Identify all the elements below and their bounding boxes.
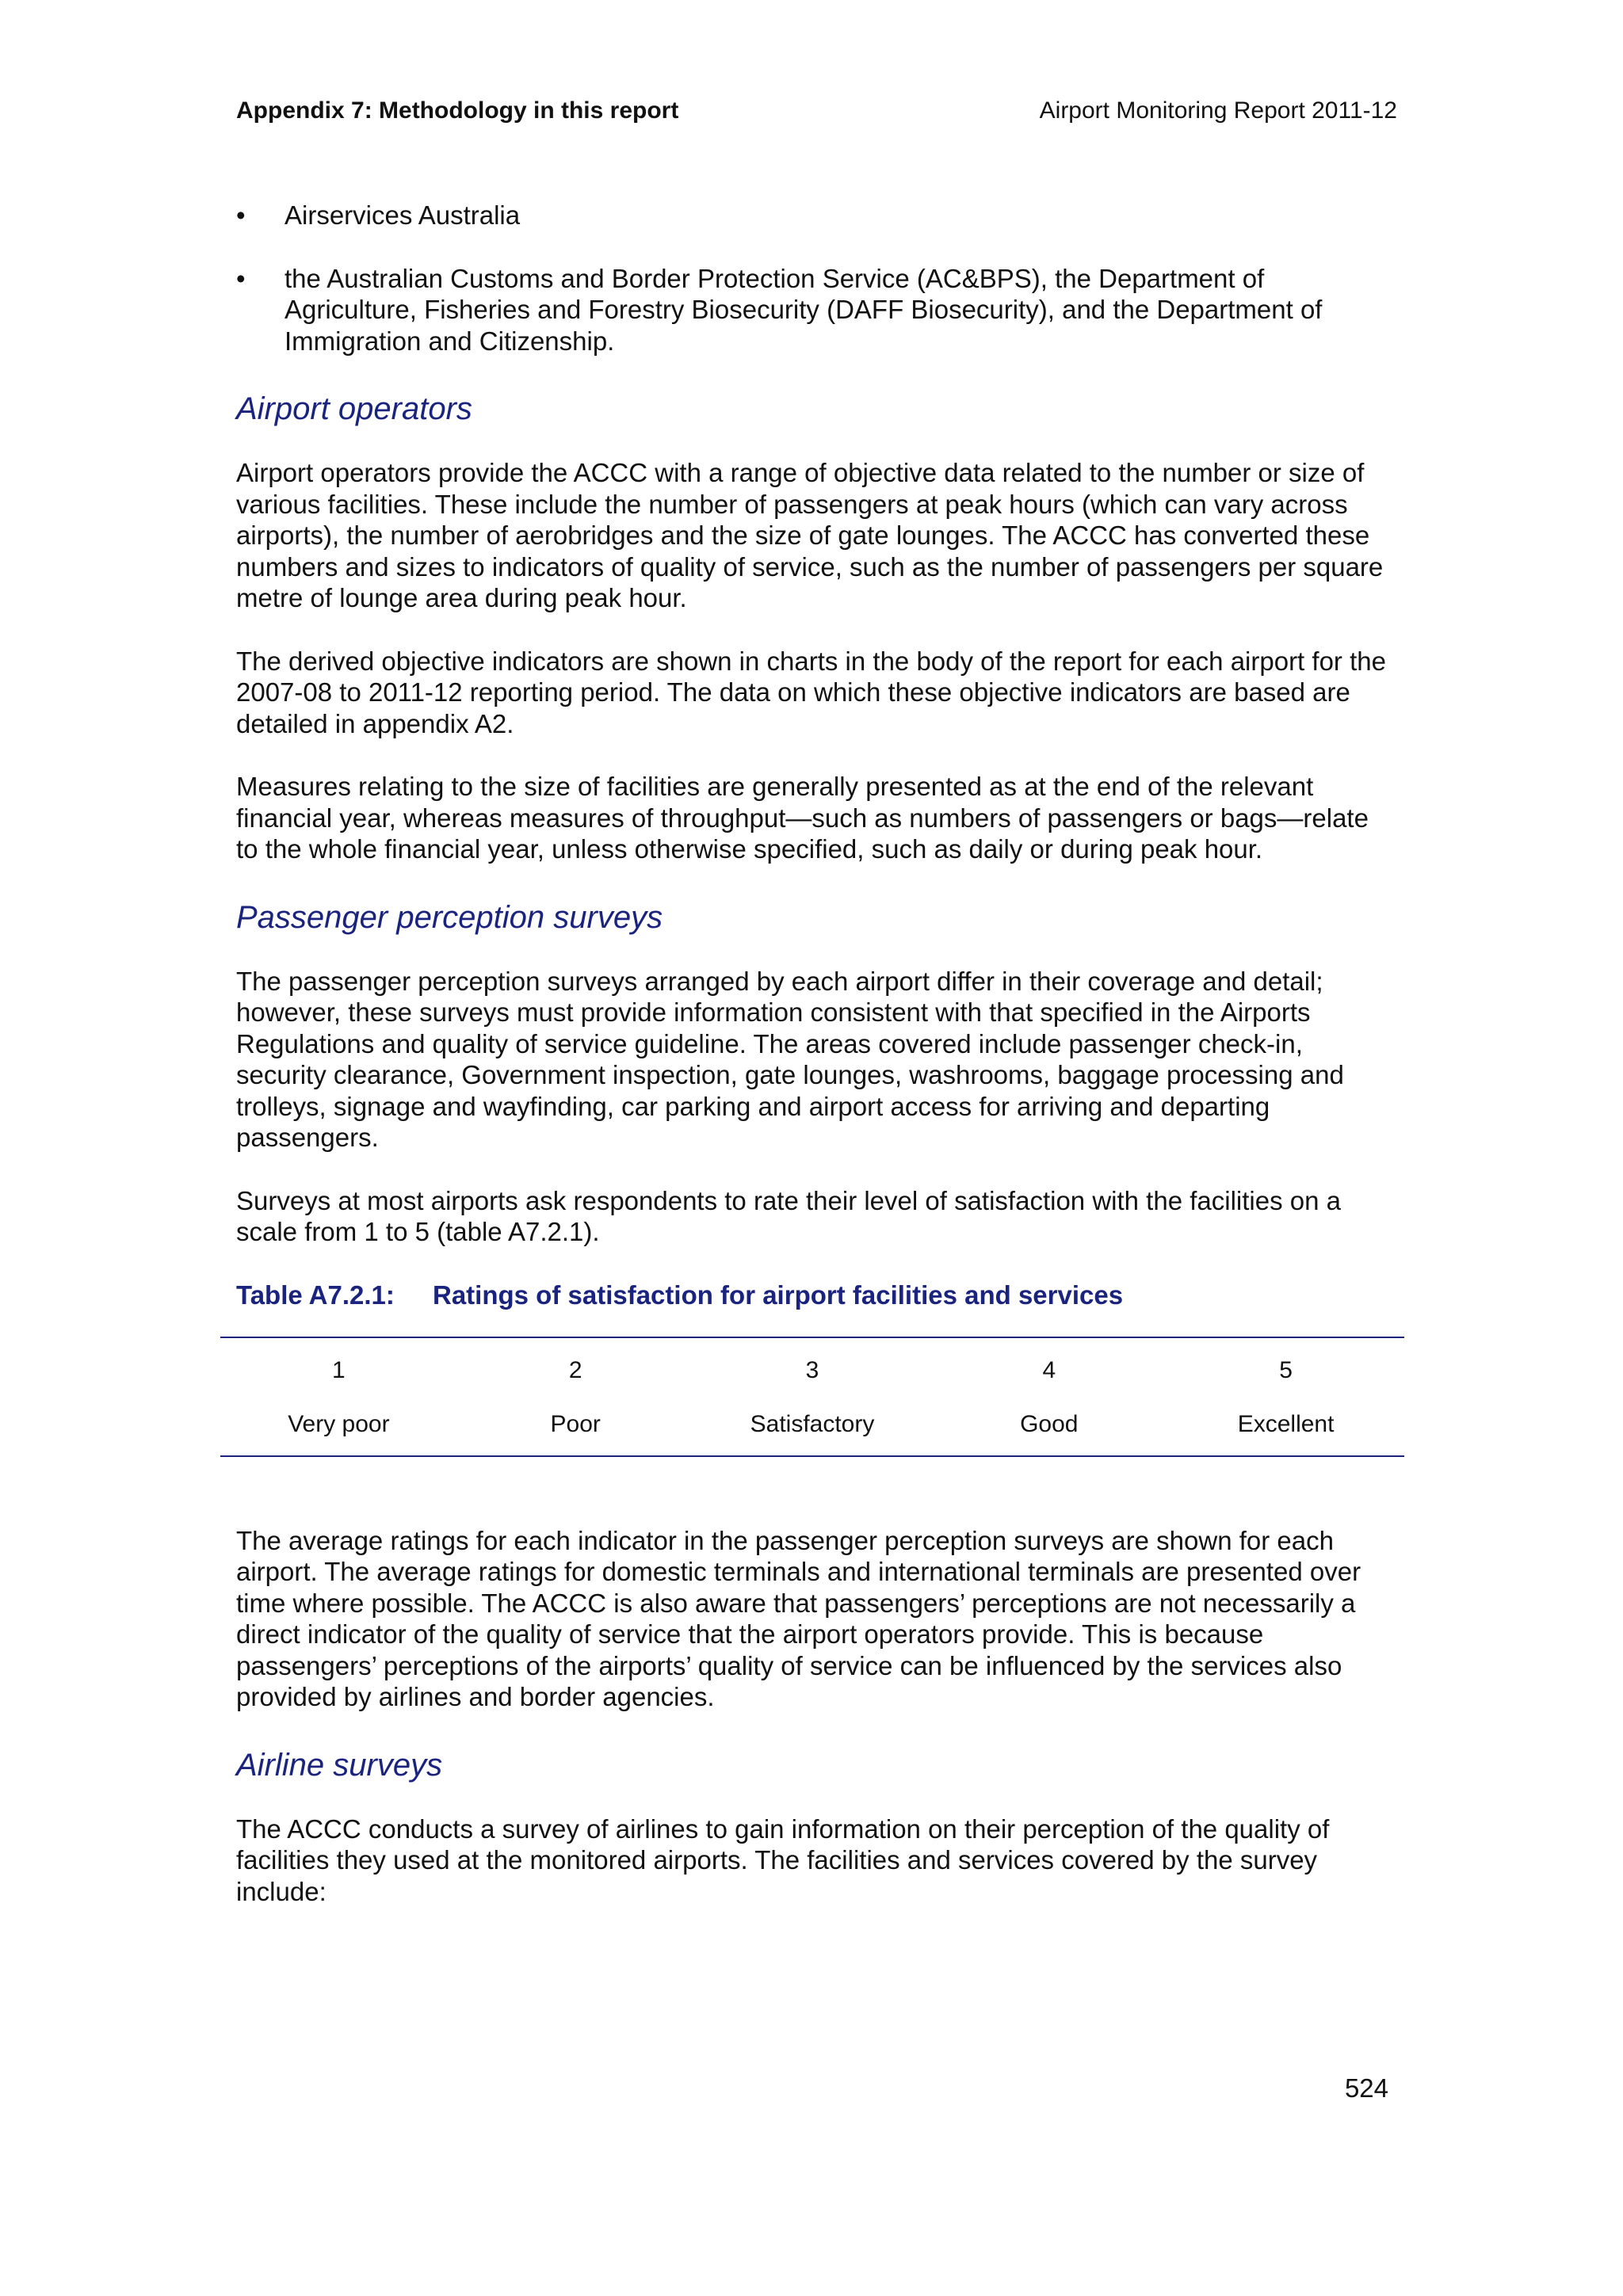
rating-score: 1 xyxy=(332,1356,346,1383)
list-item xyxy=(236,200,1393,231)
bullet-icon: • xyxy=(236,263,246,293)
header-report-title: Airport Monitoring Report 2011-12 xyxy=(1039,97,1397,124)
table-row xyxy=(220,1394,1404,1456)
rating-label: Poor xyxy=(550,1410,601,1437)
page-content xyxy=(236,200,1393,1939)
paragraph: Airport operators provide the ACCC with a range of objective data related to the number or size of various facilities. These include the number of passengers at peak hours (which can vary across airports), the number of aerobridges and the size of gate lounges. The ACCC has converted these numbers and sizes to indicators of quality of service, such as the number of passengers per square metre of lounge area during peak hour. xyxy=(236,458,1384,612)
rating-label: Very poor xyxy=(288,1410,390,1437)
running-header xyxy=(236,97,1397,125)
table-caption xyxy=(236,1280,1393,1311)
paragraph: The ACCC conducts a survey of airlines to gain information on their perception of the quality of facilities they used at the monitored airports. The facilities and services covered by the survey include: xyxy=(236,1814,1330,1906)
paragraph: The average ratings for each indicator in the passenger perception surveys are shown for each airport. The average ratings for domestic terminals and international terminals are presented over time where possible. The ACCC is also aware that passengers’ perceptions are not necessarily a direct indicator of the quality of service that the airport operators provide. This is because passengers’ perceptions of the airports’ quality of service can be influenced by the services also provided by airlines and border agencies. xyxy=(236,1525,1361,1711)
rating-label: Good xyxy=(1020,1410,1079,1437)
header-section-title: Appendix 7: Methodology in this report xyxy=(236,97,679,124)
page-number: 524 xyxy=(1344,2073,1388,2103)
table-caption-number: Table A7.2.1: xyxy=(236,1280,395,1310)
table-row xyxy=(220,1337,1404,1394)
section-heading-passenger-surveys: Passenger perception surveys xyxy=(236,899,663,935)
rating-score: 2 xyxy=(568,1356,582,1383)
rating-label: Satisfactory xyxy=(750,1410,875,1437)
rating-score: 3 xyxy=(805,1356,819,1383)
list-item xyxy=(236,263,1393,357)
agency-bullet-list xyxy=(236,200,1393,357)
section-heading-airport-operators: Airport operators xyxy=(236,391,472,426)
table-caption-title: Ratings of satisfaction for airport facilities and services xyxy=(433,1280,1124,1310)
paragraph: Measures relating to the size of facilities are generally presented as at the end of the relevant financial year, whereas measures of throughput—such as numbers of passengers or bags—relate to the whole financial year, unless otherwise specified, such as daily or during peak hour. xyxy=(236,772,1369,864)
rating-label: Excellent xyxy=(1237,1410,1335,1437)
rating-score: 5 xyxy=(1279,1356,1293,1383)
section-heading-airline-surveys: Airline surveys xyxy=(236,1747,443,1783)
paragraph: The derived objective indicators are shown in charts in the body of the report for each airport for the 2007-08 to 2011-12 reporting period. The data on which these objective indicators are based are detailed in appendix A2. xyxy=(236,646,1386,738)
rating-score: 4 xyxy=(1042,1356,1056,1383)
bullet-icon: • xyxy=(236,200,246,230)
ratings-table xyxy=(220,1337,1404,1457)
list-item-text: the Australian Customs and Border Protection Service (AC&BPS), the Department of Agriculture, Fisheries and Forestry Biosecurity (DAFF Biosecurity), and the Department of Immigration and Citizenship. xyxy=(285,263,1323,356)
paragraph: Surveys at most airports ask respondents to rate their level of satisfaction with the facilities on a scale from 1 to 5 (table A7.2.1). xyxy=(236,1185,1341,1246)
list-item-text: Airservices Australia xyxy=(285,200,521,230)
paragraph: The passenger perception surveys arranged by each airport differ in their coverage and detail; however, these surveys must provide information consistent with that specified in the Airports Regulations and quality of service guideline. The areas covered include passenger check-in, security clearance, Government inspection, gate lounges, washrooms, baggage processing and trolleys, signage and wayfinding, car parking and airport access for arriving and departing passengers. xyxy=(236,966,1344,1152)
